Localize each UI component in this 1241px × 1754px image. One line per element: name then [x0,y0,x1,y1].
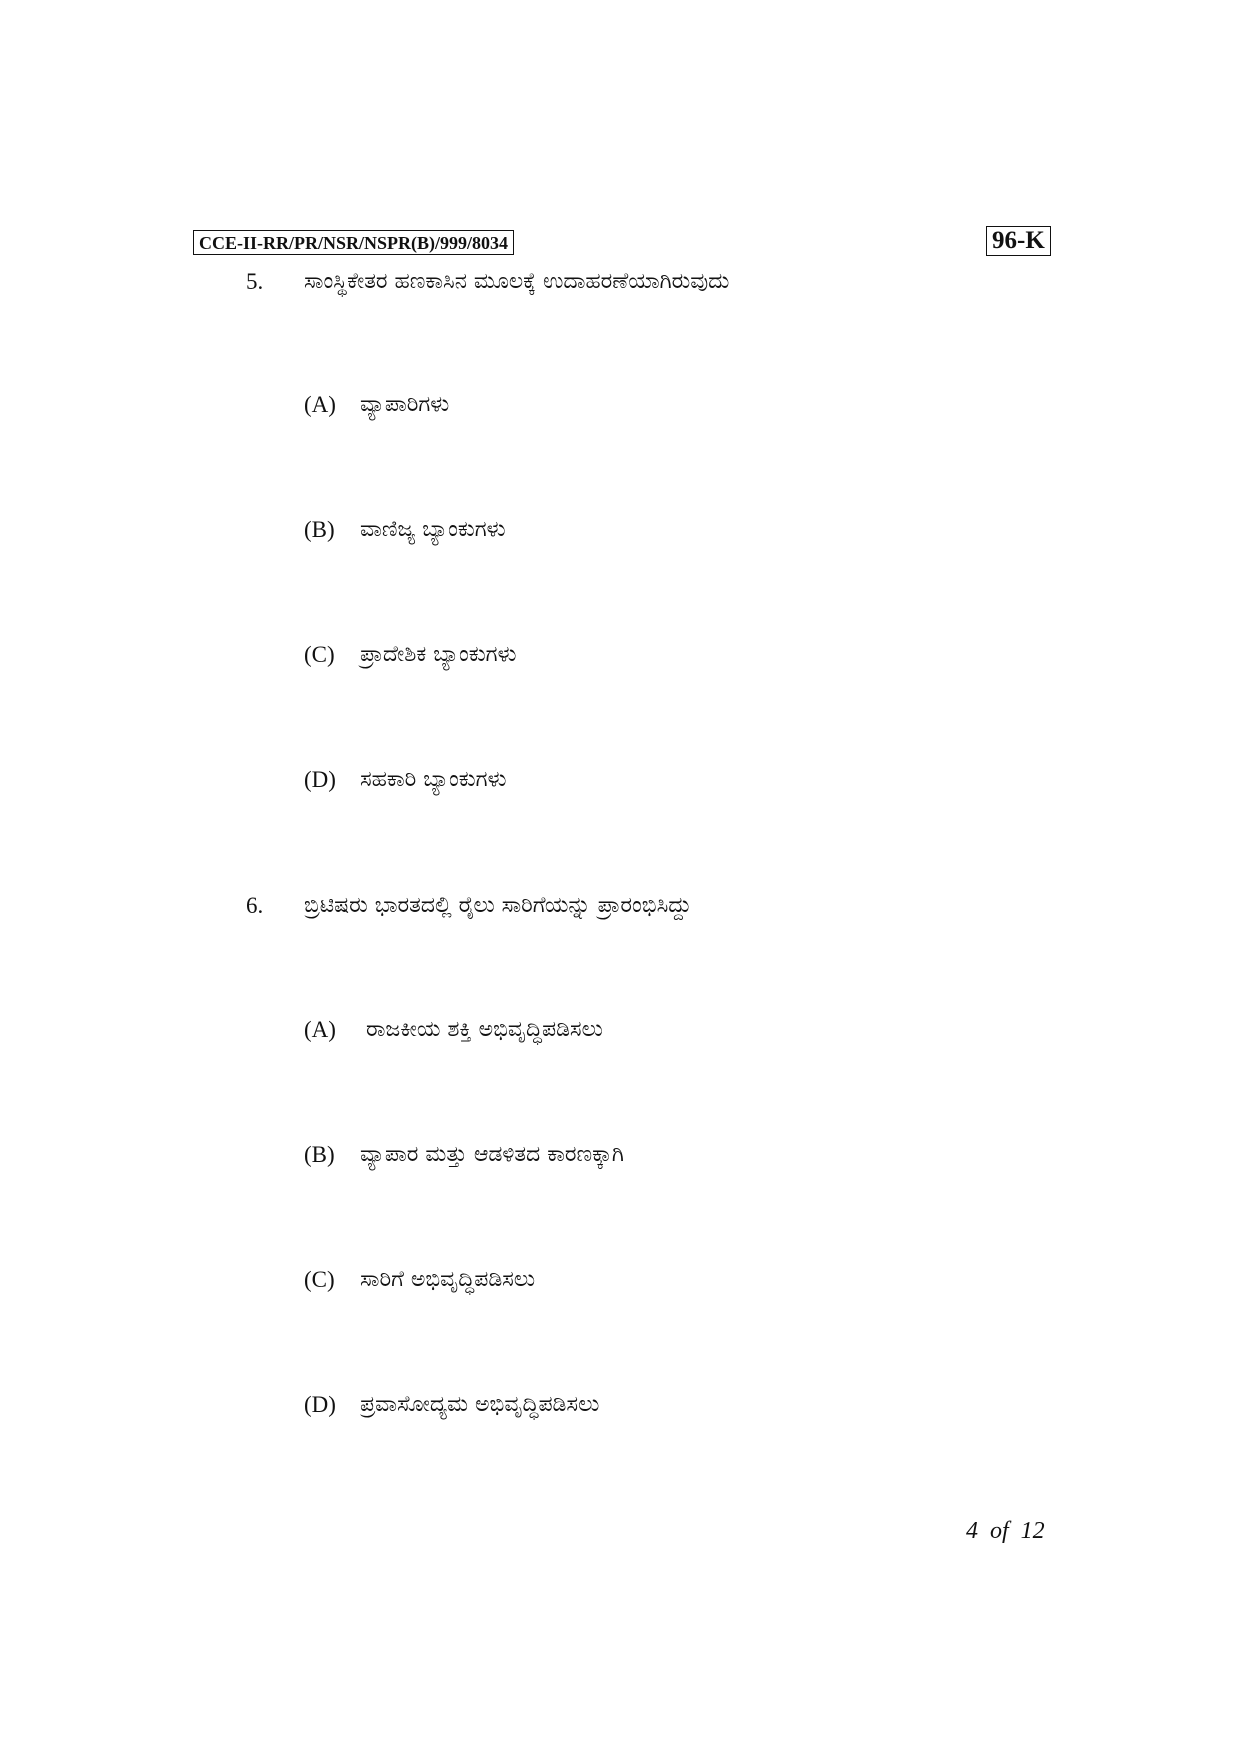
question-number: 6. [246,893,264,918]
option-text: ಸಹಕಾರಿ ಬ್ಯಾಂಕುಗಳು [360,767,507,792]
option-text: ಪ್ರಾದೇಶಿಕ ಬ್ಯಾಂಕುಗಳು [360,642,517,667]
option-label: (D) [304,1392,336,1417]
option-text: ವ್ಯಾಪಾರ ಮತ್ತು ಆಡಳಿತದ ಕಾರಣಕ್ಕಾಗಿ [360,1142,624,1167]
option-text: ಸಾರಿಗೆ ಅಭಿವೃದ್ಧಿಪಡಿಸಲು [360,1267,536,1292]
option-text: ರಾಜಕೀಯ ಶಕ್ತಿ ಅಭಿವೃದ್ಧಿಪಡಿಸಲು [366,1017,603,1042]
option-label: (A) [304,392,336,417]
option-label: (C) [304,642,335,667]
option-label: (C) [304,1267,335,1292]
set-code: 96-K [986,226,1051,256]
option-text: ವಾಣಿಜ್ಯ ಬ್ಯಾಂಕುಗಳು [360,517,506,542]
option-label: (A) [304,1017,336,1042]
question-number: 5. [246,269,264,294]
option-text: ವ್ಯಾಪಾರಿಗಳು [360,392,450,417]
option-label: (D) [304,767,336,792]
page-code: CCE-II-RR/PR/NSR/NSPR(B)/999/8034 [193,230,514,255]
question-text: ಬ್ರಿಟಿಷರು ಭಾರತದಲ್ಲಿ ರೈಲು ಸಾರಿಗೆಯನ್ನು ಪ್ರಾರಂಭಿಸಿದ್ದು [304,893,692,918]
question-text: ಸಾಂಸ್ಥಿಕೇತರ ಹಣಕಾಸಿನ ಮೂಲಕ್ಕೆ ಉದಾಹರಣೆಯಾಗಿರುವುದು [304,269,730,294]
option-label: (B) [304,517,335,542]
page-number: 4 of 12 [966,1518,1045,1544]
option-text: ಪ್ರವಾಸೋದ್ಯಮ ಅಭಿವೃದ್ಧಿಪಡಿಸಲು [360,1392,600,1417]
option-label: (B) [304,1142,335,1167]
